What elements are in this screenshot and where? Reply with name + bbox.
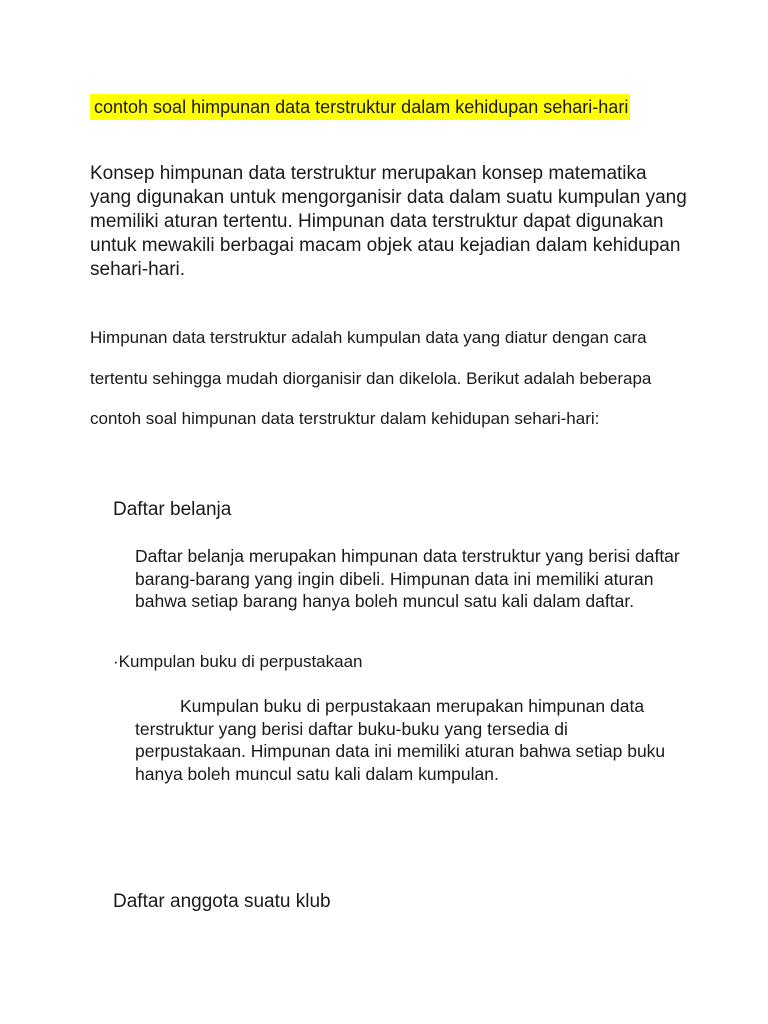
section-body-daftar-belanja: Daftar belanja merupakan himpunan data terstruktur yang berisi daftar barang-barang yang ingin dibeli. Himpunan data ini memiliki aturan bahwa setiap barang hanya boleh muncul satu kali dalam daftar. [135, 546, 680, 611]
second-paragraph: Himpunan data terstruktur adalah kumpulan data yang diatur dengan cara tertentu sehingga mudah diorganisir dan dikelola. Berikut adalah beberapa contoh soal himpunan data terstruktur dalam kehidupan sehari-hari: [90, 328, 652, 428]
title-container [90, 94, 630, 120]
section-heading-daftar-anggota-klub: Daftar anggota suatu klub [113, 891, 331, 912]
document-title: contoh soal himpunan data terstruktur dalam kehidupan sehari-hari [90, 94, 630, 120]
section-heading-kumpulan-buku: ·Kumpulan buku di perpustakaan [113, 652, 363, 671]
intro-paragraph: Konsep himpunan data terstruktur merupakan konsep matematika yang digunakan untuk mengorganisir data dalam suatu kumpulan yang memiliki aturan tertentu. Himpunan data terstruktur dapat digunakan untuk mewakili berbagai macam objek atau kejadian dalam kehidupan sehari-hari. [90, 163, 687, 280]
section-heading-daftar-belanja: Daftar belanja [113, 499, 232, 520]
section-body-kumpulan-buku: Kumpulan buku di perpustakaan merupakan himpunan data terstruktur yang berisi daftar buku-buku yang tersedia di perpustakaan. Himpunan data ini memiliki aturan bahwa setiap buku hanya boleh muncul satu kali dalam kumpulan. [135, 696, 666, 784]
